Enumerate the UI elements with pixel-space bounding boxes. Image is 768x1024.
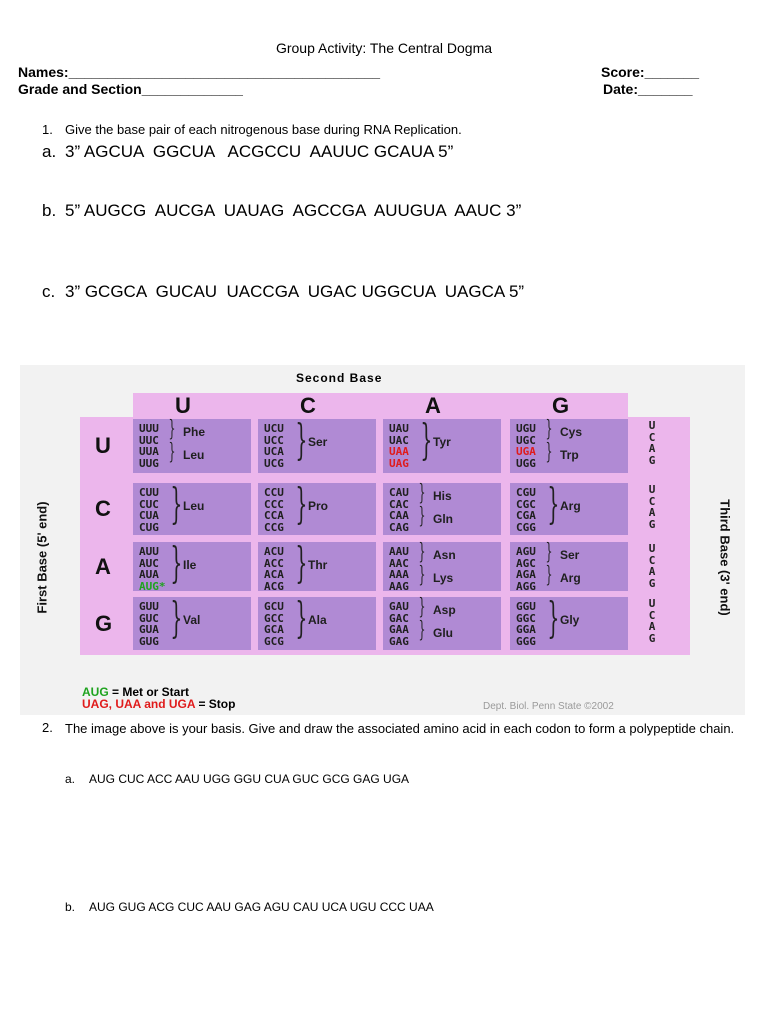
- second-base-label: Second Base: [296, 371, 383, 385]
- codon: AUG*: [139, 579, 166, 593]
- codon: UUU: [139, 422, 159, 435]
- amino-acid: Ser: [308, 435, 328, 449]
- codon: GCC: [264, 611, 284, 625]
- brace: }: [170, 479, 183, 528]
- codon: ACU: [264, 545, 284, 558]
- q1a-label: a.: [42, 142, 57, 161]
- codon: CAC: [389, 497, 409, 511]
- brace: }: [295, 479, 308, 528]
- amino-acid: Pro: [308, 499, 329, 513]
- legend-start-codon: AUG: [82, 685, 109, 699]
- codon: GGG: [516, 634, 536, 648]
- amino-acid: Thr: [308, 558, 328, 572]
- codon: CUG: [139, 520, 159, 534]
- brace: }: [418, 563, 426, 588]
- codon: GUU: [139, 600, 159, 613]
- codon: GAA: [389, 623, 409, 636]
- brace: }: [545, 417, 553, 442]
- third-base-label: Third Base (3' end): [717, 499, 733, 616]
- codon: AUC: [139, 556, 159, 570]
- row-base-C: C: [95, 496, 111, 521]
- codon: CCG: [264, 520, 284, 534]
- amino-acid: Cys: [560, 425, 583, 439]
- amino-acid: Arg: [560, 499, 581, 513]
- codon: UGG: [516, 456, 536, 470]
- codon: UGU: [516, 422, 536, 435]
- brace: }: [418, 618, 426, 643]
- page-title: Group Activity: The Central Dogma: [275, 40, 493, 56]
- codon: CAG: [389, 520, 409, 534]
- brace: }: [295, 415, 308, 464]
- amino-acid: Lys: [433, 571, 454, 585]
- q1-text: Give the base pair of each nitrogenous base during RNA Replication.: [65, 122, 462, 137]
- codon: UUA: [139, 445, 159, 458]
- codon: AGA: [516, 568, 536, 581]
- codon: AGU: [516, 545, 536, 558]
- codon: GUC: [139, 611, 159, 625]
- amino-acid: Gln: [433, 512, 453, 526]
- codon: AGG: [516, 579, 536, 593]
- brace: }: [170, 593, 183, 642]
- brace: }: [545, 563, 553, 588]
- q2a-sequence: AUG CUC ACC AAU UGG GGU CUA GUC GCG GAG UGA: [89, 772, 410, 786]
- q2b-label: b.: [65, 900, 76, 914]
- amino-acid: His: [433, 489, 452, 503]
- amino-acid: Asn: [433, 548, 456, 562]
- grade-section-field: Grade and Section_____________: [18, 81, 243, 97]
- q1b-sequence: 5” AUGCG AUCGA UAUAG AGCCGA AUUGUA AAUC 3”: [65, 201, 522, 220]
- legend-start-rest: = Met or Start: [108, 685, 190, 699]
- codon: UUG: [139, 456, 159, 470]
- brace: }: [547, 593, 560, 642]
- column-base-G: G: [552, 393, 570, 418]
- codon: CAU: [389, 486, 409, 499]
- codon: ACG: [264, 579, 284, 593]
- codon: GAU: [389, 600, 409, 613]
- q2a-label: a.: [65, 772, 76, 786]
- codon: UAU: [389, 422, 409, 435]
- codon: UCC: [264, 433, 284, 447]
- brace: }: [418, 504, 426, 529]
- codon: CGC: [516, 497, 536, 511]
- codon: ACA: [264, 568, 284, 581]
- amino-acid: Leu: [183, 499, 205, 513]
- brace: }: [418, 540, 426, 565]
- codon: UUC: [139, 433, 159, 447]
- codon: GCG: [264, 634, 284, 648]
- amino-acid: Leu: [183, 448, 205, 462]
- amino-acid: Tyr: [433, 435, 451, 449]
- codon: CCU: [264, 486, 284, 499]
- q1c-label: c.: [42, 282, 56, 301]
- q2-text: The image above is your basis. Give and draw the associated amino acid in each codon to form a polypeptide chain.: [65, 721, 735, 736]
- codon: UGC: [516, 433, 536, 447]
- amino-acid: Gly: [560, 613, 580, 627]
- third-base-column: U C A G: [648, 419, 656, 467]
- credit: Dept. Biol. Penn State ©2002: [483, 701, 614, 712]
- amino-acid: Trp: [560, 448, 579, 462]
- codon: AAG: [389, 579, 409, 593]
- codon: UAC: [389, 433, 409, 447]
- column-base-A: A: [425, 393, 441, 418]
- codon: AUU: [139, 545, 159, 558]
- amino-acid: Glu: [433, 626, 453, 640]
- codon: GCU: [264, 600, 284, 613]
- names-field: Names:________________________________________: [18, 64, 381, 80]
- brace: }: [295, 593, 308, 642]
- amino-acid: Ser: [560, 548, 580, 562]
- legend-stop: [82, 697, 235, 711]
- codon: CUC: [139, 497, 159, 511]
- brace: }: [545, 440, 553, 465]
- codon: GUA: [139, 623, 159, 636]
- amino-acid: Arg: [560, 571, 581, 585]
- amino-acid: Asp: [433, 603, 456, 617]
- amino-acid: Ala: [308, 613, 327, 627]
- codon: GAG: [389, 634, 409, 648]
- legend-stop-rest: = Stop: [195, 697, 236, 711]
- codon: CUA: [139, 509, 159, 522]
- codon: GAC: [389, 611, 409, 625]
- q1a-sequence: 3” AGCUA GGCUA ACGCCU AAUUC GCAUA 5”: [65, 142, 454, 161]
- amino-acid: Ile: [183, 558, 197, 572]
- brace: }: [420, 415, 433, 464]
- brace: }: [295, 538, 308, 587]
- codon: AAC: [389, 556, 409, 570]
- q1b-label: b.: [42, 201, 57, 220]
- codon: UGA: [516, 445, 536, 458]
- codon: CCA: [264, 509, 284, 522]
- codon: CGU: [516, 486, 536, 499]
- q1c-sequence: 3” GCGCA GUCAU UACCGA UGAC UGGCUA UAGCA 5”: [65, 282, 525, 301]
- codon: GGU: [516, 600, 536, 613]
- row-base-A: A: [95, 553, 111, 579]
- row-base-G: G: [95, 610, 113, 636]
- brace: }: [545, 540, 553, 565]
- codon-table: [20, 365, 745, 715]
- brace: }: [547, 479, 560, 528]
- codon: GGA: [516, 623, 536, 636]
- row-base-U: U: [95, 433, 111, 458]
- third-base-column: U C A G: [648, 483, 656, 531]
- brace: }: [418, 595, 426, 620]
- date-field: Date:_______: [603, 81, 693, 97]
- third-base-column: U C A G: [648, 542, 656, 590]
- column-base-C: C: [300, 393, 316, 418]
- brace: }: [418, 481, 426, 506]
- codon: CCC: [264, 497, 284, 511]
- column-base-U: U: [175, 393, 191, 418]
- codon: CGA: [516, 509, 536, 522]
- q2-number: 2.: [42, 720, 53, 735]
- codon: GGC: [516, 611, 536, 625]
- codon: UCU: [264, 422, 284, 435]
- q1-number: 1.: [42, 122, 53, 137]
- brace: }: [168, 417, 176, 442]
- codon: UAA: [389, 445, 409, 458]
- q2b-sequence: AUG GUG ACG CUC AAU GAG AGU CAU UCA UGU CCC UAA: [89, 900, 434, 914]
- third-base-column: U C A G: [648, 597, 656, 645]
- codon: GCA: [264, 623, 284, 636]
- legend-stop-codons: UAG, UAA and UGA: [82, 697, 196, 711]
- codon: GUG: [139, 634, 159, 648]
- codon: AAA: [389, 568, 409, 581]
- brace: }: [170, 538, 183, 587]
- codon: UCG: [264, 456, 284, 470]
- codon: AAU: [389, 545, 409, 558]
- codon: CAA: [389, 509, 409, 522]
- codon: CUU: [139, 486, 159, 499]
- first-base-label: First Base (5' end): [34, 501, 50, 614]
- score-field: Score:_______: [601, 64, 700, 80]
- amino-acid: Phe: [183, 425, 206, 439]
- codon: ACC: [264, 556, 284, 570]
- codon: UAG: [389, 456, 409, 470]
- brace: }: [168, 440, 176, 465]
- amino-acid: Val: [183, 613, 201, 627]
- codon: UCA: [264, 445, 284, 458]
- codon: AUA: [139, 568, 159, 581]
- codon: AGC: [516, 556, 536, 570]
- codon: CGG: [516, 520, 536, 534]
